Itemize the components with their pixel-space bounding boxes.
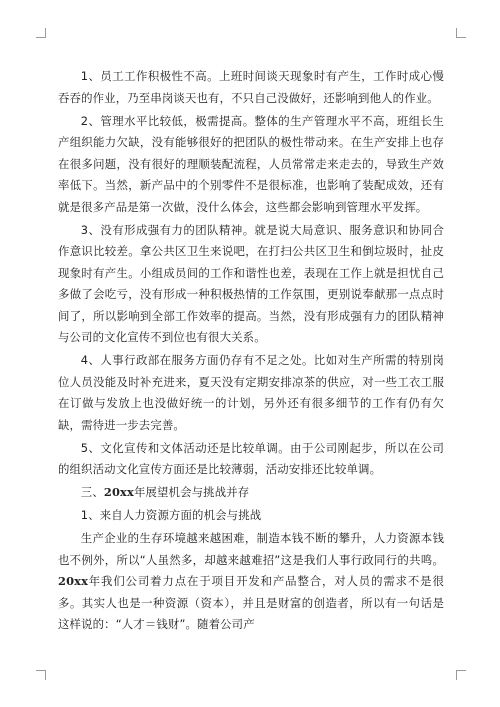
heading-prefix: 三、 <box>80 485 104 499</box>
paragraph-item-2: 2、管理水平比较低，极需提高。整体的生产管理水平不高，班组长生产组织能力欠缺，没有能够很好的把团队的极性带动来。在生产安排上也存在很多问题，没有很好的理顺装配流程，人员常常走来走去的，导致生产效率低下。当然，新产品中的个别零件不是很标准，也影响了装配成效，还有就是很多产品是第一次做，没什么体会，这些都会影响到管理水平发挥。 <box>58 113 444 214</box>
crop-mark-bottom-right <box>456 670 466 680</box>
subheading-1: 1、来自人力资源方面的机会与挑战 <box>80 508 262 522</box>
heading-suffix: 年展望机会与挑战并存 <box>133 485 250 499</box>
paragraph-hr-opportunity <box>58 528 444 636</box>
heading-year: 20xx <box>103 485 134 499</box>
paragraph-item-4: 4、人事行政部在服务方面仍存有不足之处。比如对生产所需的特别岗位人员没能及时补充进来，夏天没有定期安排凉茶的供应，对一些工衣工服在订做与发放上也没做好统一的计划，另外还有很多细节的工作有仍有欠缺，需待进一步去完善。 <box>58 353 444 432</box>
paragraph-item-1: 1、员工工作积极性不高。上班时间谈天现象时有产生，工作时成心慢吞吞的作业，乃至串岗谈天也有，不只自己没做好，还影响到他人的作业。 <box>58 69 444 105</box>
paragraph-part-1: 生产企业的生存环境越来越困难，制造本钱不断的攀升，人力资源本钱也不例外，所以“人虽然多，却越来越难招”这是我们人事行政同行的共鸣。 <box>58 531 444 567</box>
paragraph-part-2: 年我们公司着力点在于项目开发和产品整合，对人员的需求不是很多。其实人也是一种资源（资本），并且是财富的创造者，所以有一句话是这样说的：“人才＝钱财”。随着公司产 <box>58 574 444 631</box>
paragraph-year: 20xx <box>58 574 89 588</box>
section-heading-3 <box>58 482 444 504</box>
document-body <box>58 66 444 637</box>
crop-mark-top-right <box>456 28 466 38</box>
crop-mark-top-left <box>36 28 46 38</box>
paragraph-item-5: 5、文化宣传和文体活动还是比较单调。由于公司刚起步，所以在公司的组织活动文化宣传方面还是比较薄弱，活动安排还比较单调。 <box>58 440 444 476</box>
paragraph-item-3: 3、没有形成强有力的团队精神。就是说大局意识、服务意识和协同合作意识比较差。拿公共区卫生来说吧，在打扫公共区卫生和倒垃圾时，扯皮现象时有产生。小组成员间的工作和谐性也差，表现在工作上就是担忧自己多做了会吃亏，没有形成一种积极热情的工作氛围，更别说奉献那一点点时间了，所以影响到全部工作效率的提高。当然，没有形成强有力的团队精神与公司的文化宣传不到位也有很大关系。 <box>58 222 444 344</box>
crop-mark-bottom-left <box>36 670 46 680</box>
